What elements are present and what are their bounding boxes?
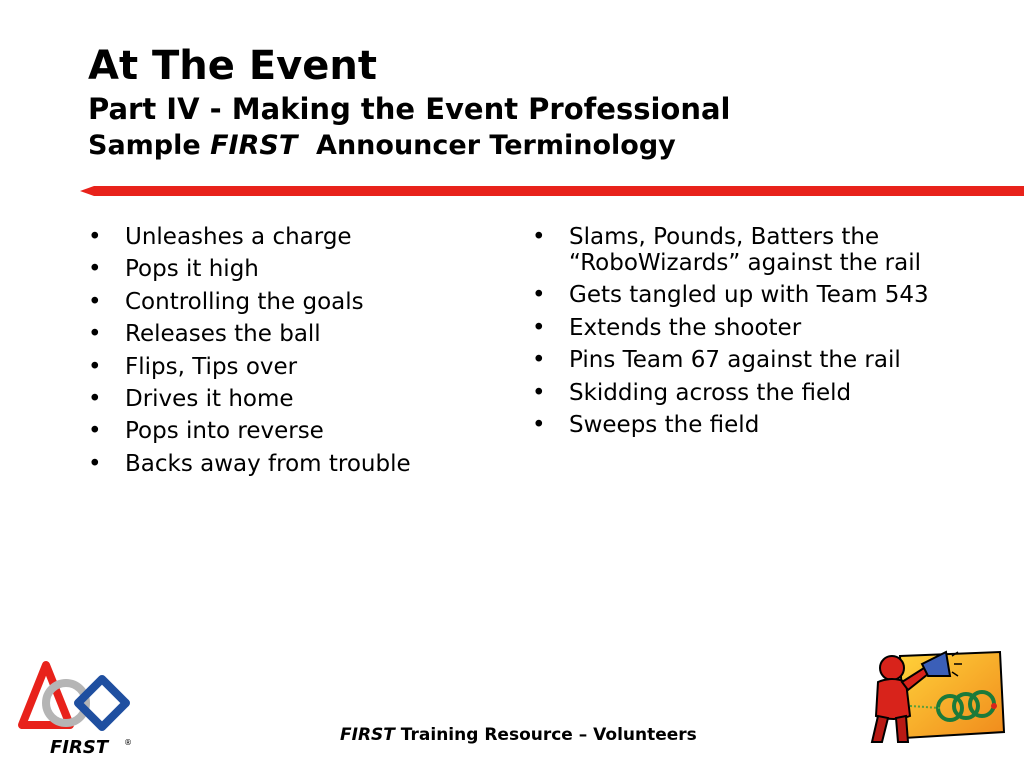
bullet-item	[88, 451, 488, 477]
title-block	[88, 42, 731, 164]
bullet-text: Unleashes a charge	[125, 224, 352, 250]
bullet-icon: •	[88, 385, 102, 412]
slide-subtitle-2	[88, 128, 731, 164]
bullet-text: Skidding across the field	[569, 379, 852, 406]
footer-first: FIRST	[340, 725, 395, 745]
bullet-icon: •	[88, 321, 102, 348]
bullet-icon: •	[532, 347, 546, 374]
logo-registered-mark: ®	[124, 738, 132, 747]
bullet-icon: •	[532, 379, 546, 406]
bullet-item	[88, 224, 488, 250]
bullet-item	[88, 386, 488, 412]
bullet-icon: •	[88, 256, 102, 283]
bullet-text: Pops into reverse	[125, 418, 324, 445]
title-divider	[80, 186, 1024, 196]
bullet-text: Extends the shooter	[569, 314, 802, 341]
subtitle2-first: FIRST	[210, 130, 298, 161]
bullet-text: Releases the ball	[125, 321, 321, 348]
slide-subtitle: Part IV - Making the Event Professional	[88, 92, 731, 126]
bullet-item	[532, 282, 932, 308]
bullet-text: Gets tangled up with Team 543	[569, 282, 929, 309]
right-bullet-column	[532, 224, 932, 444]
bullet-item	[532, 380, 932, 406]
bullet-icon: •	[532, 411, 546, 438]
bullet-text: Drives it home	[125, 385, 294, 412]
left-bullet-column	[88, 224, 488, 483]
footer	[340, 723, 697, 747]
bullet-item	[532, 315, 932, 341]
bullet-item	[532, 412, 932, 438]
bullet-text: Pins Team 67 against the rail	[569, 347, 901, 374]
announcer-megaphone-icon	[858, 646, 1008, 746]
right-bullet-list	[532, 224, 932, 438]
bullet-item	[88, 418, 488, 444]
bullet-icon: •	[88, 224, 102, 250]
bullet-item	[88, 289, 488, 315]
left-bullet-list	[88, 224, 488, 477]
bullet-icon: •	[88, 450, 102, 477]
first-logo-icon	[16, 657, 138, 761]
bullet-text: Sweeps the field	[569, 411, 760, 438]
bullet-icon: •	[88, 418, 102, 445]
bullet-icon: •	[532, 314, 546, 341]
bullet-text: Flips, Tips over	[125, 353, 298, 380]
bullet-icon: •	[88, 288, 102, 315]
subtitle2-suffix: Announcer Terminology	[297, 130, 676, 161]
bullet-item	[532, 347, 932, 373]
bullet-icon: •	[532, 282, 546, 309]
bullet-icon: •	[88, 353, 102, 380]
logo-text: FIRST	[50, 737, 109, 758]
bullet-item	[532, 224, 932, 276]
bullet-item	[88, 354, 488, 380]
footer-text: Training Resource – Volunteers	[394, 725, 697, 745]
bullet-item	[88, 321, 488, 347]
bullet-item	[88, 256, 488, 282]
subtitle2-prefix: Sample	[88, 130, 211, 161]
bullet-text: Controlling the goals	[125, 288, 364, 315]
bullet-text: Pops it high	[125, 256, 259, 283]
bullet-text: Slams, Pounds, Batters the “RoboWizards” against the rail	[569, 224, 922, 276]
slide-title: At The Event	[88, 43, 377, 89]
bullet-icon: •	[532, 224, 546, 250]
bullet-text: Backs away from trouble	[125, 450, 411, 477]
